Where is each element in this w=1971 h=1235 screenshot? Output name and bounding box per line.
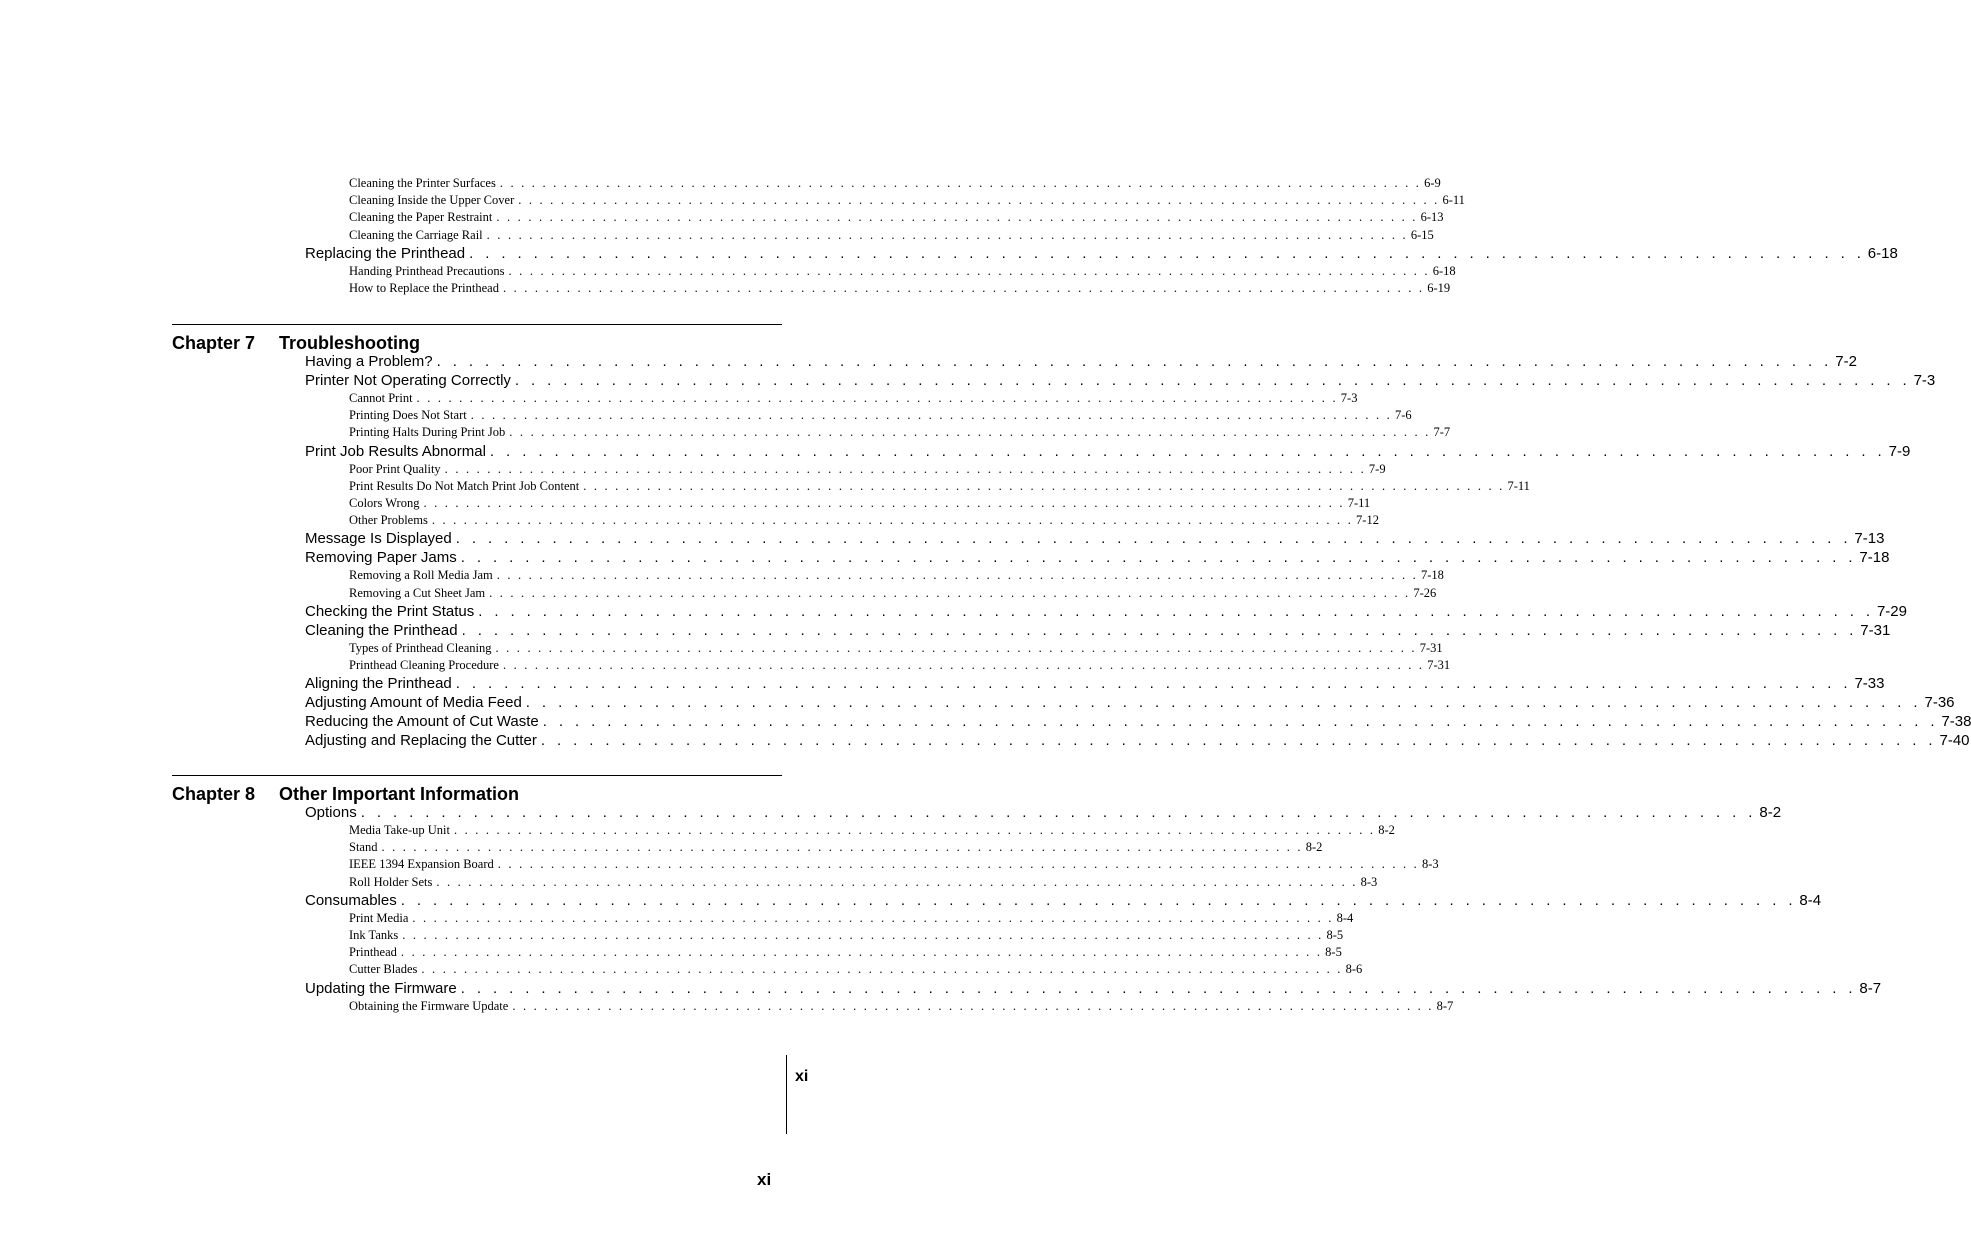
- dot-leader: . . . . . . . . . . . . . . . . . . . . . . . . . . . . . . . . . . . . . . . . . . . . . . . . . . . . . . . . . . . . . . . . . . . . . . . . . . . . . . . . . . . . . . .: [518, 193, 1440, 208]
- dot-leader: . . . . . . . . . . . . . . . . . . . . . . . . . . . . . . . . . . . . . . . . . . . . . . . . . . . . . . . . . . . . . . . . . . . . . . . . . . . . . . . . . . . . . . .: [400, 891, 1797, 909]
- toc-entry[interactable]: [305, 675, 1885, 693]
- toc-entry-title: Cleaning Inside the Upper Cover: [349, 193, 515, 208]
- toc-entry-title: Roll Holder Sets: [349, 874, 433, 889]
- toc-entry[interactable]: [305, 442, 1911, 460]
- toc-entry[interactable]: [305, 732, 1970, 750]
- toc-page-number: 8-2: [1378, 823, 1395, 837]
- toc-page-number: 6-18: [1867, 244, 1898, 262]
- dot-leader: . . . . . . . . . . . . . . . . . . . . . . . . . . . . . . . . . . . . . . . . . . . . . . . . . . . . . . . . . . . . . . . . . . . . . . . . . . . . . . . . . . . . . . .: [496, 210, 1418, 225]
- margin-tab-label: xi: [795, 1068, 809, 1085]
- toc-page-number: 6-18: [1432, 263, 1456, 278]
- toc-subentry[interactable]: [349, 840, 1323, 855]
- toc-entry-title: Reducing the Amount of Cut Waste: [305, 713, 539, 731]
- dot-leader: . . . . . . . . . . . . . . . . . . . . . . . . . . . . . . . . . . . . . . . . . . . . . . . . . . . . . . . . . . . . . . . . . . . . . . . . . . . . . . . . . . . . . . .: [499, 176, 1422, 190]
- toc-subentry[interactable]: [349, 193, 1465, 208]
- toc-entry-title: Handing Printhead Precautions: [349, 263, 505, 278]
- toc-subentry[interactable]: [349, 391, 1358, 406]
- toc-page-number: 7-12: [1356, 513, 1379, 528]
- dot-leader: . . . . . . . . . . . . . . . . . . . . . . . . . . . . . . . . . . . . . . . . . . . . . . . . . . . . . . . . . . . . . . . . . . . . . . . . . . . . . . . . . . . . . . .: [497, 857, 1419, 872]
- toc-entry[interactable]: [305, 530, 1885, 548]
- dot-leader: . . . . . . . . . . . . . . . . . . . . . . . . . . . . . . . . . . . . . . . . . . . . . . . . . . . . . . . . . . . . . . . . . . . . . . . . . . . . . . . . . . . . . . .: [509, 425, 1431, 440]
- toc-subentry[interactable]: [349, 585, 1437, 601]
- toc-entry-title: Having a Problem?: [305, 353, 433, 370]
- toc-page-number: 8-4: [1336, 910, 1354, 925]
- chapter-number: Chapter 8: [172, 784, 256, 804]
- toc-entry-title: Cutter Blades: [349, 962, 418, 977]
- toc-entry-title: Consumables: [305, 891, 397, 909]
- toc-page-number: 7-38: [1941, 713, 1971, 731]
- toc-subentry[interactable]: [349, 640, 1443, 656]
- chapter-rule: [172, 775, 782, 776]
- toc-page-number: 8-3: [1360, 874, 1378, 889]
- toc-page-number: 6-9: [1424, 176, 1441, 190]
- chapter-number: Chapter 7: [172, 333, 256, 353]
- toc-entry[interactable]: [305, 244, 1898, 262]
- toc-page-number: 7-3: [1913, 372, 1936, 389]
- dot-leader: . . . . . . . . . . . . . . . . . . . . . . . . . . . . . . . . . . . . . . . . . . . . . . . . . . . . . . . . . . . . . . . . . . . . . . . . . . . . . . . . . . . . . . .: [412, 910, 1334, 925]
- toc-subentry[interactable]: [349, 945, 1342, 960]
- toc-page-number: 7-3: [1340, 391, 1358, 405]
- dot-leader: . . . . . . . . . . . . . . . . . . . . . . . . . . . . . . . . . . . . . . . . . . . . . . . . . . . . . . . . . . . . . . . . . . . . . . . . . . . . . . . . . . . . . . .: [436, 353, 1833, 370]
- dot-leader: . . . . . . . . . . . . . . . . . . . . . . . . . . . . . . . . . . . . . . . . . . . . . . . . . . . . . . . . . . . . . . . . . . . . . . . . . . . . . . . . . . . . . . .: [400, 945, 1323, 960]
- dot-leader: . . . . . . . . . . . . . . . . . . . . . . . . . . . . . . . . . . . . . . . . . . . . . . . . . . . . . . . . . . . . . . . . . . . . . . . . . . . . . . . . . . . . . . .: [470, 408, 1392, 423]
- toc-entry-title: Print Results Do Not Match Print Job Content: [349, 478, 580, 493]
- toc-entry-title: Removing a Roll Media Jam: [349, 568, 493, 583]
- dot-leader: . . . . . . . . . . . . . . . . . . . . . . . . . . . . . . . . . . . . . . . . . . . . . . . . . . . . . . . . . . . . . . . . . . . . . . . . . . . . . . . . . . . . . . .: [508, 263, 1430, 278]
- toc-entry-title: Cleaning the Paper Restraint: [349, 210, 493, 225]
- toc-entry[interactable]: [305, 372, 1936, 389]
- toc-entry[interactable]: [305, 891, 1822, 909]
- toc-subentry[interactable]: [349, 176, 1441, 191]
- toc-page-number: 8-5: [1325, 945, 1342, 960]
- dot-leader: . . . . . . . . . . . . . . . . . . . . . . . . . . . . . . . . . . . . . . . . . . . . . . . . . . . . . . . . . . . . . . . . . . . . . . . . . . . . . . . . . . . . . . .: [583, 478, 1505, 493]
- toc-subentry[interactable]: [349, 408, 1412, 423]
- toc-entry-title: Updating the Firmware: [305, 979, 457, 997]
- toc-subentry[interactable]: [349, 227, 1434, 243]
- toc-subentry[interactable]: [349, 263, 1456, 279]
- toc-page-number: 7-9: [1888, 442, 1911, 460]
- dot-leader: . . . . . . . . . . . . . . . . . . . . . . . . . . . . . . . . . . . . . . . . . . . . . . . . . . . . . . . . . . . . . . . . . . . . . . . . . . . . . . . . . . . . . . .: [453, 823, 1376, 837]
- toc-subentry[interactable]: [349, 478, 1530, 494]
- dot-leader: . . . . . . . . . . . . . . . . . . . . . . . . . . . . . . . . . . . . . . . . . . . . . . . . . . . . . . . . . . . . . . . . . . . . . . . . . . . . . . . . . . . . . . .: [542, 713, 1939, 731]
- dot-leader: . . . . . . . . . . . . . . . . . . . . . . . . . . . . . . . . . . . . . . . . . . . . . . . . . . . . . . . . . . . . . . . . . . . . . . . . . . . . . . . . . . . . . . .: [381, 840, 1303, 855]
- toc-page-number: 7-40: [1939, 732, 1970, 750]
- toc-entry-title: Cleaning the Carriage Rail: [349, 227, 483, 242]
- dot-leader: . . . . . . . . . . . . . . . . . . . . . . . . . . . . . . . . . . . . . . . . . . . . . . . . . . . . . . . . . . . . . . . . . . . . . . . . . . . . . . . . . . . . . . .: [540, 732, 1937, 750]
- toc-entry-title: Other Problems: [349, 513, 428, 528]
- toc-entry-title: Stand: [349, 840, 378, 855]
- toc-entry-title: Adjusting and Replacing the Cutter: [305, 732, 537, 750]
- toc-page-number: 7-36: [1924, 694, 1955, 712]
- toc-entry-title: Removing Paper Jams: [305, 549, 457, 567]
- toc-entry[interactable]: [305, 713, 1971, 731]
- toc-page-number: 7-31: [1860, 621, 1891, 639]
- toc-page-number: 8-5: [1326, 928, 1344, 942]
- toc-entry-title: Printing Does Not Start: [349, 408, 467, 423]
- toc-page-number: 8-2: [1305, 840, 1323, 855]
- toc-page-number: 8-7: [1859, 979, 1882, 997]
- dot-leader: . . . . . . . . . . . . . . . . . . . . . . . . . . . . . . . . . . . . . . . . . . . . . . . . . . . . . . . . . . . . . . . . . . . . . . . . . . . . . . . . . . . . . . .: [360, 804, 1757, 821]
- toc-entry-title: Colors Wrong: [349, 496, 420, 510]
- toc-subentry[interactable]: [349, 658, 1451, 673]
- dot-leader: . . . . . . . . . . . . . . . . . . . . . . . . . . . . . . . . . . . . . . . . . . . . . . . . . . . . . . . . . . . . . . . . . . . . . . . . . . . . . . . . . . . . . . .: [502, 281, 1425, 295]
- dot-leader: . . . . . . . . . . . . . . . . . . . . . . . . . . . . . . . . . . . . . . . . . . . . . . . . . . . . . . . . . . . . . . . . . . . . . . . . . . . . . . . . . . . . . . .: [421, 962, 1343, 977]
- toc-page-number: 6-11: [1442, 193, 1465, 208]
- toc-subentry[interactable]: [349, 281, 1451, 296]
- margin-tab-rule: [786, 1055, 787, 1134]
- toc-page-number: 7-6: [1394, 408, 1412, 423]
- dot-leader: . . . . . . . . . . . . . . . . . . . . . . . . . . . . . . . . . . . . . . . . . . . . . . . . . . . . . . . . . . . . . . . . . . . . . . . . . . . . . . . . . . . . . . .: [461, 621, 1858, 639]
- toc-entry[interactable]: [305, 621, 1891, 639]
- dot-leader: . . . . . . . . . . . . . . . . . . . . . . . . . . . . . . . . . . . . . . . . . . . . . . . . . . . . . . . . . . . . . . . . . . . . . . . . . . . . . . . . . . . . . . .: [478, 602, 1874, 620]
- toc-subentry[interactable]: [349, 823, 1395, 838]
- toc-entry-title: Checking the Print Status: [305, 602, 475, 620]
- toc-page-number: 7-2: [1835, 353, 1857, 370]
- dot-leader: . . . . . . . . . . . . . . . . . . . . . . . . . . . . . . . . . . . . . . . . . . . . . . . . . . . . . . . . . . . . . . . . . . . . . . . . . . . . . . . . . . . . . . .: [502, 658, 1425, 672]
- toc-subentry[interactable]: [349, 998, 1454, 1014]
- dot-leader: . . . . . . . . . . . . . . . . . . . . . . . . . . . . . . . . . . . . . . . . . . . . . . . . . . . . . . . . . . . . . . . . . . . . . . . . . . . . . . . . . . . . . . .: [460, 979, 1857, 997]
- dot-leader: . . . . . . . . . . . . . . . . . . . . . . . . . . . . . . . . . . . . . . . . . . . . . . . . . . . . . . . . . . . . . . . . . . . . . . . . . . . . . . . . . . . . . . .: [514, 372, 1911, 389]
- chapter-title: Troubleshooting: [279, 333, 420, 353]
- toc-page-number: 7-18: [1420, 568, 1444, 583]
- dot-leader: . . . . . . . . . . . . . . . . . . . . . . . . . . . . . . . . . . . . . . . . . . . . . . . . . . . . . . . . . . . . . . . . . . . . . . . . . . . . . . . . . . . . . . .: [455, 675, 1852, 693]
- toc-entry-title: Adjusting Amount of Media Feed: [305, 694, 522, 712]
- toc-entry[interactable]: [305, 694, 1955, 712]
- toc-entry[interactable]: [305, 979, 1882, 997]
- toc-entry-title: Cannot Print: [349, 391, 413, 405]
- dot-leader: . . . . . . . . . . . . . . . . . . . . . . . . . . . . . . . . . . . . . . . . . . . . . . . . . . . . . . . . . . . . . . . . . . . . . . . . . . . . . . . . . . . . . . .: [416, 391, 1338, 405]
- toc-entry[interactable]: [305, 549, 1890, 567]
- dot-leader: . . . . . . . . . . . . . . . . . . . . . . . . . . . . . . . . . . . . . . . . . . . . . . . . . . . . . . . . . . . . . . . . . . . . . . . . . . . . . . . . . . . . . . .: [496, 568, 1418, 583]
- dot-leader: . . . . . . . . . . . . . . . . . . . . . . . . . . . . . . . . . . . . . . . . . . . . . . . . . . . . . . . . . . . . . . . . . . . . . . . . . . . . . . . . . . . . . . .: [444, 461, 1366, 476]
- toc-entry-title: IEEE 1394 Expansion Board: [349, 857, 494, 872]
- toc-page-number: 7-9: [1368, 461, 1386, 476]
- toc-page-number: 7-11: [1347, 496, 1371, 510]
- toc-entry-title: Ink Tanks: [349, 928, 399, 942]
- dot-leader: . . . . . . . . . . . . . . . . . . . . . . . . . . . . . . . . . . . . . . . . . . . . . . . . . . . . . . . . . . . . . . . . . . . . . . . . . . . . . . . . . . . . . . .: [495, 640, 1417, 655]
- toc-entry[interactable]: [305, 804, 1782, 821]
- dot-leader: . . . . . . . . . . . . . . . . . . . . . . . . . . . . . . . . . . . . . . . . . . . . . . . . . . . . . . . . . . . . . . . . . . . . . . . . . . . . . . . . . . . . . . .: [489, 442, 1886, 460]
- dot-leader: . . . . . . . . . . . . . . . . . . . . . . . . . . . . . . . . . . . . . . . . . . . . . . . . . . . . . . . . . . . . . . . . . . . . . . . . . . . . . . . . . . . . . . .: [525, 694, 1922, 712]
- dot-leader: . . . . . . . . . . . . . . . . . . . . . . . . . . . . . . . . . . . . . . . . . . . . . . . . . . . . . . . . . . . . . . . . . . . . . . . . . . . . . . . . . . . . . . .: [423, 496, 1345, 510]
- toc-subentry[interactable]: [349, 568, 1444, 583]
- page-number: xi: [757, 1170, 772, 1189]
- toc-page-number: 8-6: [1345, 962, 1363, 977]
- toc-entry-title: Aligning the Printhead: [305, 675, 452, 693]
- toc-subentry[interactable]: [349, 857, 1439, 872]
- chapter-rule: [172, 324, 782, 325]
- toc-entry-title: Print Media: [349, 910, 409, 925]
- toc-entry-title: Poor Print Quality: [349, 461, 441, 476]
- toc-entry-title: Removing a Cut Sheet Jam: [349, 585, 486, 600]
- dot-leader: . . . . . . . . . . . . . . . . . . . . . . . . . . . . . . . . . . . . . . . . . . . . . . . . . . . . . . . . . . . . . . . . . . . . . . . . . . . . . . . . . . . . . . .: [455, 530, 1852, 548]
- toc-page-number: 7-29: [1876, 602, 1907, 620]
- chapter-title: Other Important Information: [279, 784, 519, 804]
- dot-leader: . . . . . . . . . . . . . . . . . . . . . . . . . . . . . . . . . . . . . . . . . . . . . . . . . . . . . . . . . . . . . . . . . . . . . . . . . . . . . . . . . . . . . . .: [402, 928, 1324, 942]
- toc-entry-title: Printhead: [349, 945, 397, 960]
- toc-entry-title: Printing Halts During Print Job: [349, 425, 506, 440]
- toc-page-number: 8-4: [1799, 891, 1822, 909]
- toc-subentry[interactable]: [349, 461, 1386, 477]
- toc-page-number: 7-11: [1507, 478, 1530, 493]
- toc-page-number: 7-13: [1854, 530, 1885, 548]
- toc-page-number: 6-19: [1427, 281, 1451, 295]
- toc-entry-title: Print Job Results Abnormal: [305, 442, 486, 460]
- toc-subentry[interactable]: [349, 513, 1379, 528]
- toc-entry-title: How to Replace the Printhead: [349, 281, 499, 295]
- toc-entry[interactable]: [305, 602, 1907, 620]
- toc-page-number: 6-15: [1410, 227, 1434, 242]
- dot-leader: . . . . . . . . . . . . . . . . . . . . . . . . . . . . . . . . . . . . . . . . . . . . . . . . . . . . . . . . . . . . . . . . . . . . . . . . . . . . . . . . . . . . . . .: [436, 874, 1358, 889]
- toc-page-number: 8-2: [1759, 804, 1782, 821]
- toc-subentry[interactable]: [349, 874, 1378, 890]
- toc-page-number: 7-7: [1433, 425, 1451, 440]
- toc-subentry[interactable]: [349, 928, 1344, 943]
- toc-entry-title: Obtaining the Firmware Update: [349, 998, 509, 1013]
- toc-page-number: 7-26: [1413, 585, 1437, 600]
- toc-entry-title: Media Take-up Unit: [349, 823, 450, 837]
- toc-subentry[interactable]: [349, 496, 1371, 511]
- toc-subentry[interactable]: [349, 910, 1354, 926]
- dot-leader: . . . . . . . . . . . . . . . . . . . . . . . . . . . . . . . . . . . . . . . . . . . . . . . . . . . . . . . . . . . . . . . . . . . . . . . . . . . . . . . . . . . . . . .: [486, 227, 1408, 242]
- toc-subentry[interactable]: [349, 962, 1363, 977]
- toc-entry-title: Options: [305, 804, 357, 821]
- toc-entry-title: Message Is Displayed: [305, 530, 452, 548]
- toc-page-number: 7-31: [1419, 640, 1443, 655]
- dot-leader: . . . . . . . . . . . . . . . . . . . . . . . . . . . . . . . . . . . . . . . . . . . . . . . . . . . . . . . . . . . . . . . . . . . . . . . . . . . . . . . . . . . . . . .: [469, 244, 1865, 262]
- toc-subentry[interactable]: [349, 425, 1451, 440]
- toc-page-number: 7-33: [1854, 675, 1885, 693]
- toc-entry[interactable]: [305, 353, 1857, 370]
- toc-subentry[interactable]: [349, 210, 1444, 225]
- toc-page-number: 7-18: [1859, 549, 1890, 567]
- toc-entry-title: Types of Printhead Cleaning: [349, 640, 492, 655]
- toc-entry-title: Cleaning the Printer Surfaces: [349, 176, 496, 190]
- toc-page-number: 7-31: [1427, 658, 1451, 672]
- dot-leader: . . . . . . . . . . . . . . . . . . . . . . . . . . . . . . . . . . . . . . . . . . . . . . . . . . . . . . . . . . . . . . . . . . . . . . . . . . . . . . . . . . . . . . .: [512, 998, 1434, 1013]
- toc-entry-title: Replacing the Printhead: [305, 244, 466, 262]
- dot-leader: . . . . . . . . . . . . . . . . . . . . . . . . . . . . . . . . . . . . . . . . . . . . . . . . . . . . . . . . . . . . . . . . . . . . . . . . . . . . . . . . . . . . . . .: [431, 513, 1354, 528]
- toc-page-number: 6-13: [1420, 210, 1444, 225]
- toc-page-number: 8-3: [1422, 857, 1439, 872]
- toc-entry-title: Printhead Cleaning Procedure: [349, 658, 499, 672]
- toc-entry-title: Cleaning the Printhead: [305, 621, 458, 639]
- toc-page-number: 8-7: [1436, 998, 1454, 1013]
- dot-leader: . . . . . . . . . . . . . . . . . . . . . . . . . . . . . . . . . . . . . . . . . . . . . . . . . . . . . . . . . . . . . . . . . . . . . . . . . . . . . . . . . . . . . . .: [489, 585, 1411, 600]
- toc-entry-title: Printer Not Operating Correctly: [305, 372, 511, 389]
- dot-leader: . . . . . . . . . . . . . . . . . . . . . . . . . . . . . . . . . . . . . . . . . . . . . . . . . . . . . . . . . . . . . . . . . . . . . . . . . . . . . . . . . . . . . . .: [460, 549, 1857, 567]
